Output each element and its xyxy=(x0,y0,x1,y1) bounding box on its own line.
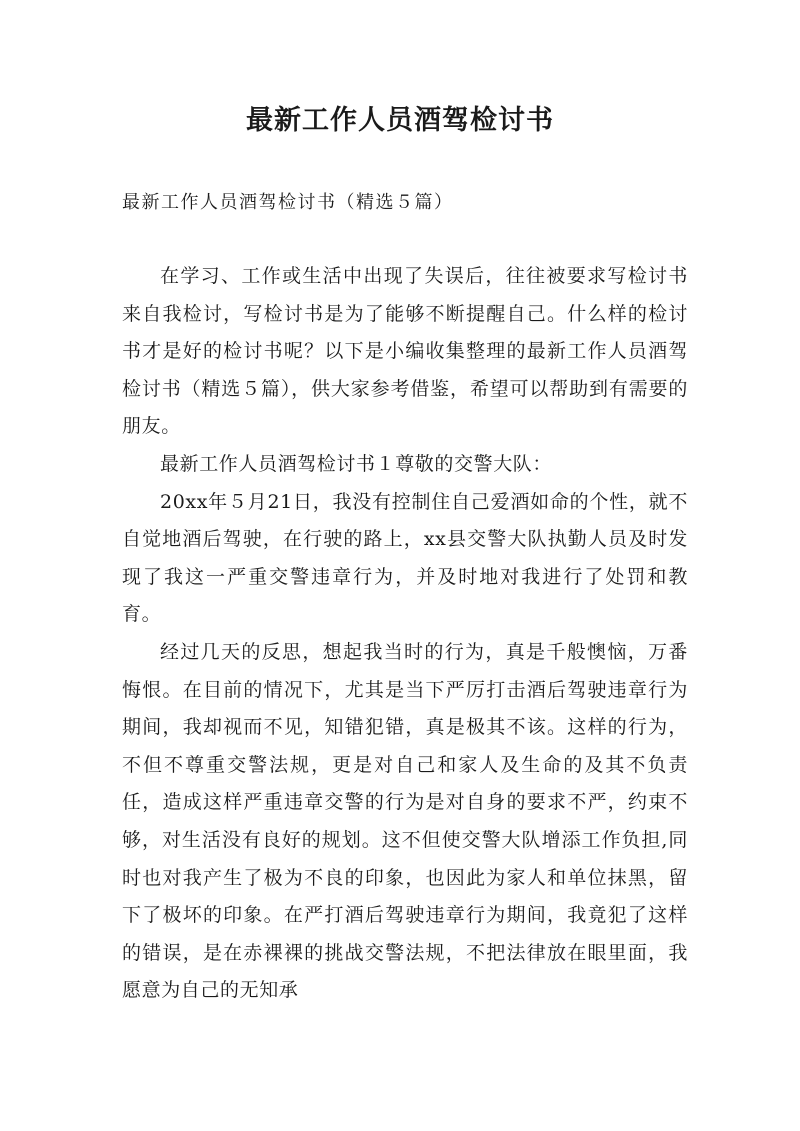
document-subtitle: 最新工作人员酒驾检讨书（精选５篇） xyxy=(122,192,454,213)
document-title: 最新工作人员酒驾检讨书 xyxy=(246,105,554,136)
body-paragraph-intro: 在学习、工作或生活中出现了失误后，往往被要求写检讨书来自我检讨，写检讨书是为了能够不断提醒自己。什么样的检讨书才是好的检讨书呢？以下是小编收集整理的最新工作人员酒驾检讨书（精选５篇），供大家参考借鉴，希望可以帮助到有需要的朋友。 xyxy=(122,265,688,438)
body-paragraph-salutation: 最新工作人员酒驾检讨书１尊敬的交警大队： xyxy=(160,452,553,475)
body-paragraph-incident: 20xx年５月21日，我没有控制住自己爱酒如命的个性，就不自觉地酒后驾驶，在行驶的路上，xx县交警大队执勤人员及时发现了我这一严重交警违章行为，并及时地对我进行了处罚和教育。 xyxy=(122,490,688,626)
document-body xyxy=(122,258,688,1010)
body-paragraph-reflection: 经过几天的反思，想起我当时的行为，真是千般懊恼，万番悔恨。在目前的情况下，尤其是当下严厉打击酒后驾驶违章行为期间，我却视而不见，知错犯错，真是极其不该。这样的行为，不但不尊重交警法规，更是对自己和家人及生命的及其不负责任，造成这样严重违章交警的行为是对自身的要求不严，约束不够，对生活没有良好的规划。这不但使交警大队增添工作负担,同时也对我产生了极为不良的印象，也因此为家人和单位抹黑，留下了极坏的印象。在严打酒后驾驶违章行为期间，我竟犯了这样的错误，是在赤裸裸的挑战交警法规，不把法律放在眼里面，我愿意为自己的无知承 xyxy=(122,640,688,1002)
